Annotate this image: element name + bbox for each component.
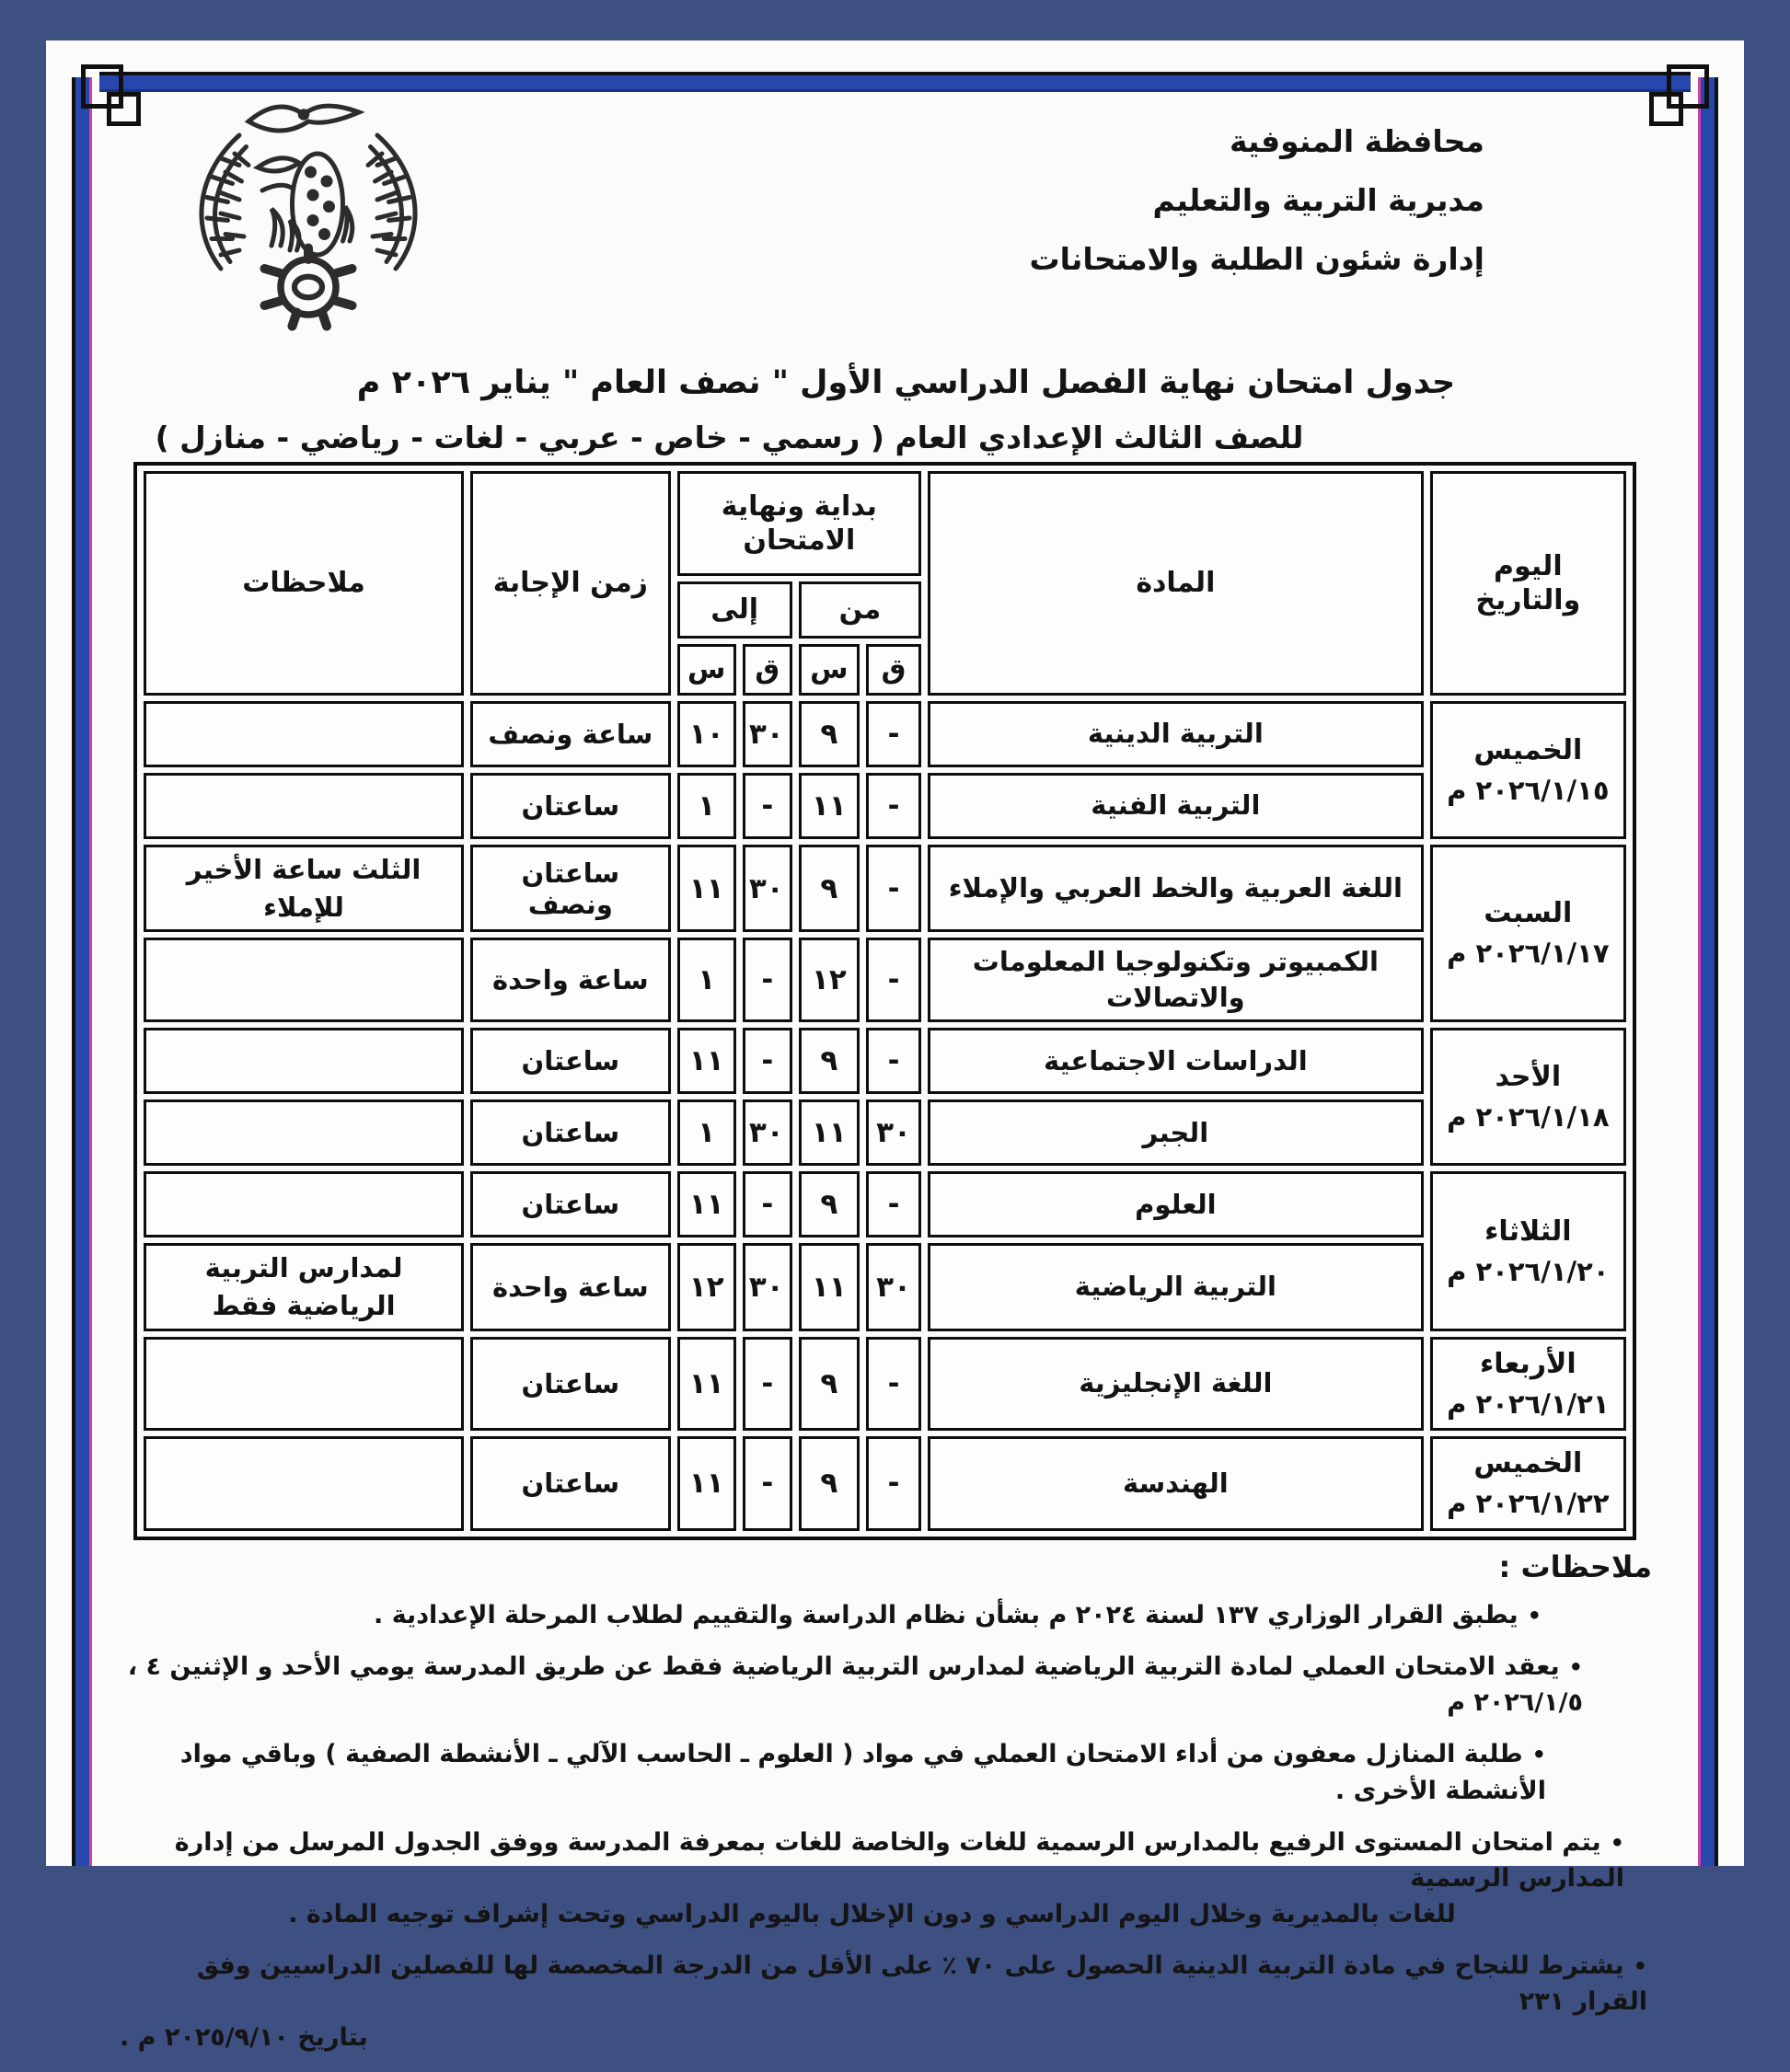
- to-hours-cell: ١: [677, 1099, 736, 1166]
- note-continuation: بتاريخ ٢٠٢٥/٩/١٠ م .: [120, 2023, 368, 2053]
- left-frame-band: [72, 77, 92, 1866]
- from-minutes-cell: -: [866, 701, 921, 767]
- to-minutes-cell: -: [743, 1028, 792, 1094]
- org-line-governorate: محافظة المنوفية: [1230, 123, 1484, 159]
- note-item: [120, 1948, 1652, 2055]
- day-date-cell: [1430, 701, 1626, 839]
- bullet-icon: •: [1531, 1742, 1546, 1768]
- notes-section: [120, 1549, 1652, 2072]
- subject-cell: الجبر: [928, 1099, 1424, 1166]
- to-hours-cell: ١٠: [677, 701, 736, 767]
- note-item: [120, 1736, 1652, 1808]
- corner-registration-mark: [1649, 92, 1683, 126]
- from-minutes-cell: -: [866, 1028, 921, 1094]
- answer-time-cell: ساعتان: [470, 1028, 671, 1094]
- from-hours-cell: ٩: [799, 701, 860, 767]
- from-hours-cell: ٩: [799, 1171, 860, 1237]
- col-header-from-hours: س: [799, 644, 860, 696]
- exam-date: ٢٠٢٦/١/١٧ م: [1447, 938, 1610, 970]
- row-note-cell: [144, 701, 464, 767]
- note-text: يطبق القرار الوزاري ١٣٧ لسنة ٢٠٢٤ م بشأن نظام الدراسة والتقييم لطلاب المرحلة الإعدادية .: [374, 1601, 1519, 1629]
- from-minutes-cell: -: [866, 845, 921, 932]
- national-emblem-icon: [170, 85, 446, 338]
- col-header-subject: المادة: [928, 471, 1424, 696]
- from-minutes-cell: -: [866, 1337, 921, 1432]
- from-hours-cell: ٩: [799, 1337, 860, 1432]
- corner-registration-mark: [107, 92, 141, 126]
- day-name: الثلاثاء: [1484, 1214, 1572, 1248]
- table-row: [144, 1337, 1626, 1432]
- col-header-exam-time: بداية ونهاية الامتحان: [677, 471, 921, 576]
- from-hours-cell: ٩: [799, 845, 860, 932]
- note-text: يعقد الامتحان العملي لمادة التربية الرياضية لمدارس التربية الرياضية فقط عن طريق المدرسة يومي الأحد و الإثنين ٤ ، ٢٠٢٦/١/٥ م: [127, 1652, 1583, 1718]
- table-row: [144, 1171, 1626, 1237]
- day-name: الخميس: [1473, 1447, 1583, 1480]
- answer-time-cell: ساعتان: [470, 1099, 671, 1166]
- to-minutes-cell: -: [743, 773, 792, 839]
- table-row: [144, 938, 1626, 1022]
- row-note-cell: [144, 1028, 464, 1094]
- note-continuation: للغات بالمديرية وخلال اليوم الدراسي و دون الإخلال باليوم الدراسي وتحت إشراف توجيه المادة .: [288, 1899, 1456, 1928]
- table-row: [144, 773, 1626, 839]
- org-line-directorate: مديرية التربية والتعليم: [1152, 182, 1484, 218]
- to-minutes-cell: ٣٠: [743, 701, 792, 767]
- subject-cell: الهندسة: [928, 1436, 1424, 1531]
- row-note-cell: [144, 1171, 464, 1237]
- note-text: يشترط للنجاح في مادة التربية الدينية الحصول على ٧٠ ٪ على الأقل من الدرجة المخصصة لها للفصلين الدراسيين وفق القرار ٢٣١: [196, 1951, 1647, 2017]
- subject-cell: الكمبيوتر وتكنولوجيا المعلومات والاتصالات: [928, 938, 1424, 1022]
- exam-date: ٢٠٢٦/١/١٨ م: [1447, 1101, 1610, 1134]
- table-row: [144, 1436, 1626, 1531]
- col-header-from: من: [799, 581, 921, 639]
- notes-heading: ملاحظات :: [1498, 1549, 1652, 1584]
- notes-list: [120, 1597, 1652, 2056]
- table-row: [144, 1099, 1626, 1166]
- to-hours-cell: ١١: [677, 1337, 736, 1432]
- exam-schedule-table: [133, 462, 1636, 1540]
- col-header-day-date: اليوم والتاريخ: [1430, 471, 1626, 696]
- bullet-icon: •: [1527, 1603, 1542, 1629]
- day-date-cell: [1430, 1436, 1626, 1531]
- to-minutes-cell: ٣٠: [743, 845, 792, 932]
- day-name: الأحد: [1495, 1061, 1562, 1094]
- day-date-cell: [1430, 1171, 1626, 1330]
- schedule-subtitle: للصف الثالث الإعدادي العام ( رسمي - خاص - عربي - لغات - رياضي - منازل ): [155, 420, 1304, 455]
- to-hours-cell: ١٢: [677, 1243, 736, 1330]
- org-line-administration: إدارة شئون الطلبة والامتحانات: [1029, 241, 1484, 277]
- table-row: [144, 1028, 1626, 1094]
- answer-time-cell: ساعة واحدة: [470, 1243, 671, 1330]
- row-note-cell: [144, 1099, 464, 1166]
- row-note-cell: [144, 773, 464, 839]
- row-note-cell: [144, 1337, 464, 1432]
- to-minutes-cell: -: [743, 938, 792, 1022]
- to-hours-cell: ١١: [677, 1171, 736, 1237]
- col-header-answer-time: زمن الإجابة: [470, 471, 671, 696]
- exam-date: ٢٠٢٦/١/٢٢ م: [1447, 1488, 1610, 1520]
- subject-cell: التربية الفنية: [928, 773, 1424, 839]
- col-header-notes: ملاحظات: [144, 471, 464, 696]
- note-text: طلبة المنازل معفون من أداء الامتحان العملي في مواد ( العلوم ـ الحاسب الآلي ـ الأنشطة الصفية ) وباقي مواد الأنشطة الأخرى .: [179, 1740, 1546, 1805]
- subject-cell: التربية الدينية: [928, 701, 1424, 767]
- bullet-icon: •: [1610, 1829, 1624, 1856]
- answer-time-cell: ساعة واحدة: [470, 938, 671, 1022]
- note-item: [120, 1825, 1652, 1932]
- exam-date: ٢٠٢٦/١/٢٠ م: [1447, 1255, 1610, 1287]
- exam-date: ٢٠٢٦/١/١٥ م: [1447, 774, 1610, 806]
- from-hours-cell: ٩: [799, 1436, 860, 1531]
- col-header-from-minutes: ق: [866, 644, 921, 696]
- row-note-cell: الثلث ساعة الأخير للإملاء: [144, 845, 464, 932]
- from-hours-cell: ١١: [799, 1099, 860, 1166]
- from-hours-cell: ١٢: [799, 938, 860, 1022]
- subject-cell: اللغة العربية والخط العربي والإملاء: [928, 845, 1424, 932]
- subject-cell: اللغة الإنجليزية: [928, 1337, 1424, 1432]
- from-hours-cell: ٩: [799, 1028, 860, 1094]
- exam-date: ٢٠٢٦/١/٢١ م: [1447, 1387, 1610, 1420]
- to-minutes-cell: -: [743, 1171, 792, 1237]
- to-minutes-cell: -: [743, 1436, 792, 1531]
- to-hours-cell: ١: [677, 938, 736, 1022]
- subject-cell: التربية الرياضية: [928, 1243, 1424, 1330]
- from-minutes-cell: -: [866, 1436, 921, 1531]
- table-row: [144, 845, 1626, 932]
- from-hours-cell: ١١: [799, 1243, 860, 1330]
- note-text: يتم امتحان المستوى الرفيع بالمدارس الرسمية للغات والخاصة للغات بمعرفة المدرسة ووفق الجدول المرسل من إدارة المدارس الرسمية: [174, 1827, 1624, 1893]
- to-hours-cell: ١١: [677, 1436, 736, 1531]
- answer-time-cell: ساعتان: [470, 1337, 671, 1432]
- header-row-1: [144, 471, 1626, 576]
- col-header-to-hours: س: [677, 644, 736, 696]
- to-minutes-cell: -: [743, 1337, 792, 1432]
- org-header-block: [1029, 112, 1484, 289]
- from-minutes-cell: ٣٠: [866, 1099, 921, 1166]
- from-minutes-cell: -: [866, 1171, 921, 1237]
- row-note-cell: لمدارس التربية الرياضية فقط: [144, 1243, 464, 1330]
- day-name: الخميس: [1473, 733, 1583, 766]
- from-minutes-cell: -: [866, 773, 921, 839]
- document-page: [46, 40, 1744, 2053]
- to-hours-cell: ١: [677, 773, 736, 839]
- row-note-cell: [144, 1436, 464, 1531]
- subject-cell: العلوم: [928, 1171, 1424, 1237]
- answer-time-cell: ساعة ونصف: [470, 701, 671, 767]
- to-minutes-cell: ٣٠: [743, 1099, 792, 1166]
- subject-cell: الدراسات الاجتماعية: [928, 1028, 1424, 1094]
- to-minutes-cell: ٣٠: [743, 1243, 792, 1330]
- to-hours-cell: ١١: [677, 845, 736, 932]
- note-item: [120, 1597, 1652, 1633]
- day-date-cell: [1430, 1028, 1626, 1166]
- bullet-icon: •: [1633, 1953, 1647, 1980]
- answer-time-cell: ساعتان: [470, 1171, 671, 1237]
- schedule-title: جدول امتحان نهاية الفصل الدراسي الأول " نصف العام " يناير ٢٠٢٦ م: [356, 364, 1456, 401]
- row-note-cell: [144, 938, 464, 1022]
- from-minutes-cell: -: [866, 938, 921, 1022]
- table-row: [144, 1243, 1626, 1330]
- day-name: الأربعاء: [1479, 1347, 1576, 1380]
- col-header-to: إلى: [677, 581, 792, 639]
- day-name: السبت: [1484, 897, 1573, 930]
- from-minutes-cell: ٣٠: [866, 1243, 921, 1330]
- answer-time-cell: ساعتان: [470, 1436, 671, 1531]
- day-date-cell: [1430, 845, 1626, 1022]
- from-hours-cell: ١١: [799, 773, 860, 839]
- to-hours-cell: ١١: [677, 1028, 736, 1094]
- col-header-to-minutes: ق: [743, 644, 792, 696]
- answer-time-cell: ساعتان ونصف: [470, 845, 671, 932]
- table-row: [144, 701, 1626, 767]
- right-frame-band: [1698, 77, 1718, 1866]
- note-item: [120, 1649, 1652, 1721]
- bullet-icon: •: [1568, 1654, 1583, 1681]
- answer-time-cell: ساعتان: [470, 773, 671, 839]
- day-date-cell: [1430, 1337, 1626, 1432]
